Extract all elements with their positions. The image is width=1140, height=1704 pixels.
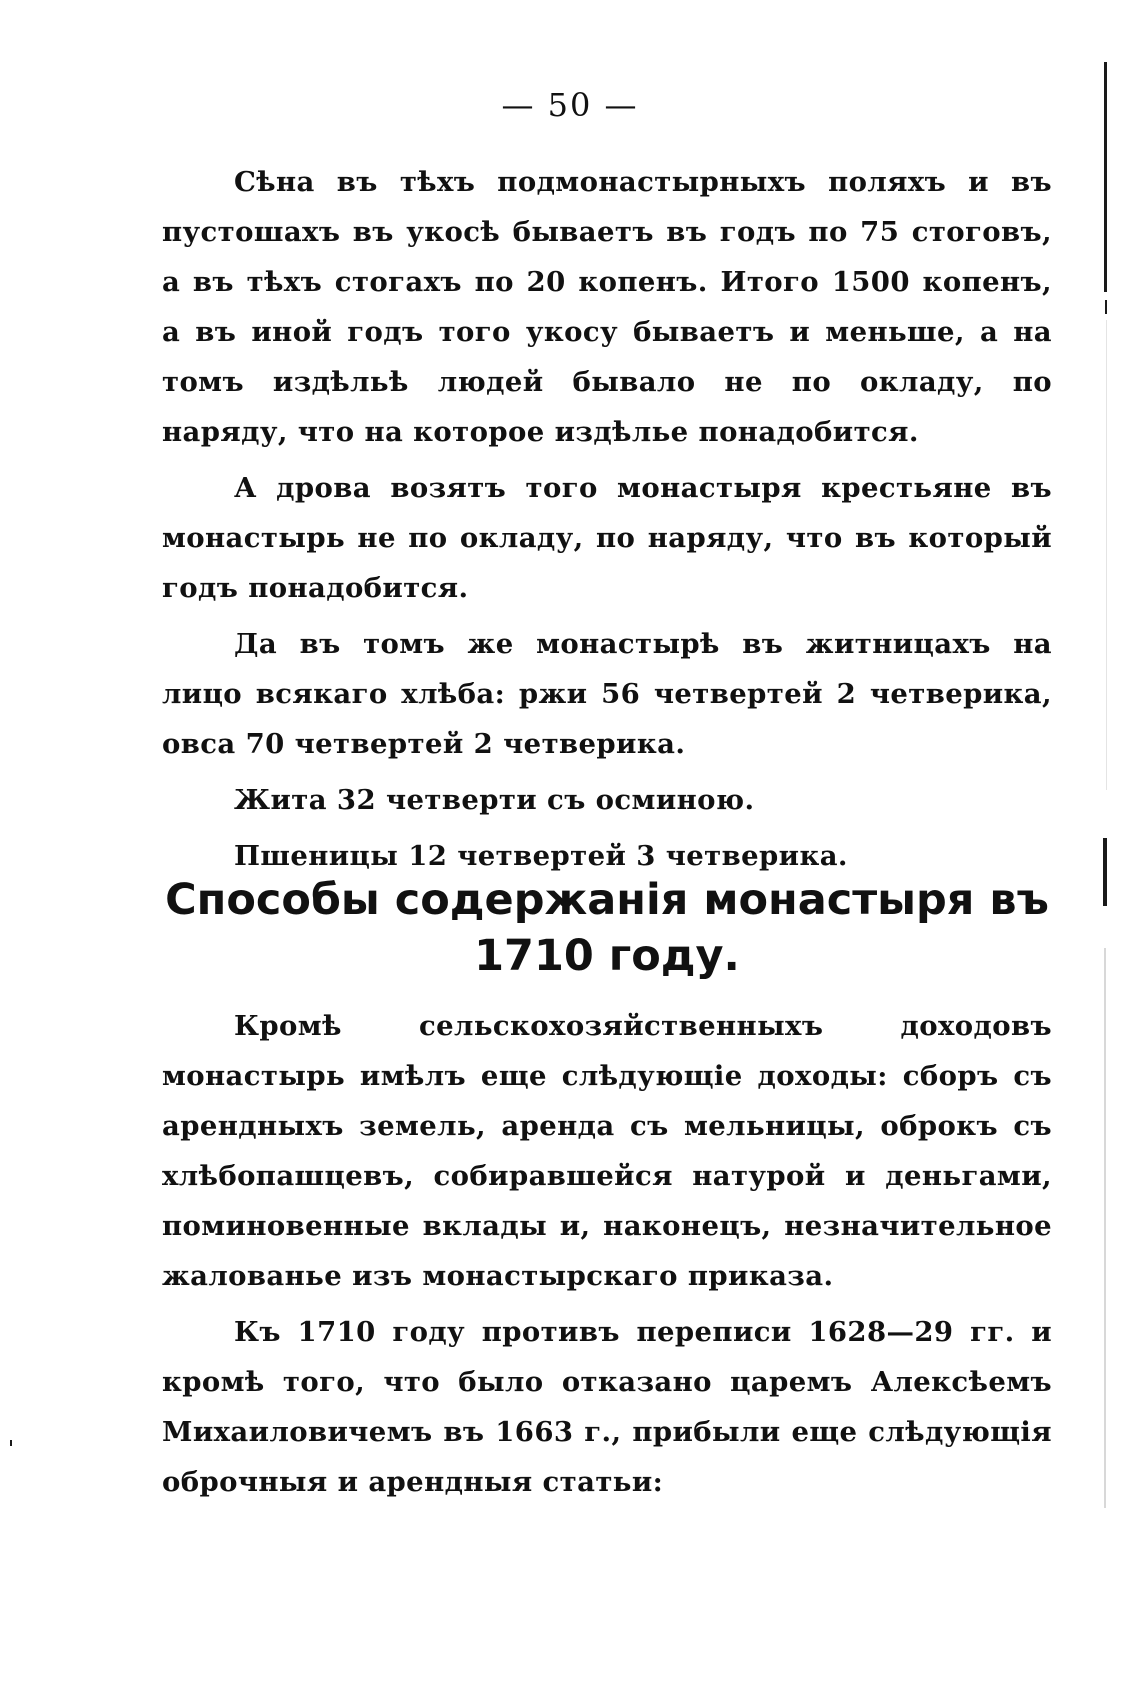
text-section-income <box>162 1001 1052 1507</box>
section-heading <box>162 872 1052 984</box>
scan-speck <box>10 1440 12 1446</box>
page-number: — 50 — <box>501 86 639 124</box>
text-section-hay-and-grain <box>162 157 1052 881</box>
paragraph-income-sources: Кромѣ сельскохозяйственныхъ доходовъ монастырь имѣлъ еще слѣдующіе доходы: сборъ съ арендныхъ земель, аренда съ мельницы, оброкъ съ хлѣбопашцевъ, собиравшейся натурой и деньгами, поминовенные вклады и, наконецъ, незначительное жалованье изъ монастырскаго приказа. <box>162 1010 1052 1292</box>
section-heading-line-1: Способы содержанія монастыря въ <box>165 875 1049 925</box>
paragraph-firewood: А дрова возятъ того монастыря крестьяне въ монастырь не по окладу, по наряду, что въ который годъ понадобится. <box>162 472 1052 604</box>
paragraph-granary: Да въ томъ же монастырѣ въ житницахъ на лицо всякаго хлѣба: ржи 56 четвертей 2 четверика, овса 70 четвертей 2 четверика. <box>162 628 1052 760</box>
scan-edge-mark <box>1105 300 1107 314</box>
paragraph-hay: Сѣна въ тѣхъ подмонастырныхъ поляхъ и въ пустошахъ въ укосѣ бываетъ въ годъ по 75 стоговъ, а въ тѣхъ стогахъ по 20 копенъ. Итого 1500 копенъ, а въ иной годъ того укосу бываетъ и меньше, а на томъ издѣльѣ людей бывало не по окладу, по наряду, что на которое издѣлье понадобится. <box>162 166 1052 448</box>
scan-edge-mark <box>1106 320 1107 790</box>
scan-edge-mark <box>1103 838 1107 906</box>
paragraph-new-rent-items: Къ 1710 году противъ переписи 1628—29 гг. и кромѣ того, что было отказано царемъ Алексѣемъ Михаиловичемъ въ 1663 г., прибыли еще слѣдующія оброчныя и арендныя статьи: <box>162 1316 1052 1498</box>
paragraph-wheat: Пшеницы 12 четвертей 3 четверика. <box>234 840 848 872</box>
section-heading-line-2: 1710 году. <box>474 931 740 981</box>
scan-edge-mark <box>1104 62 1107 292</box>
paragraph-rye-barley: Жита 32 четверти съ осминою. <box>234 784 755 816</box>
scan-edge-mark <box>1104 948 1106 1508</box>
